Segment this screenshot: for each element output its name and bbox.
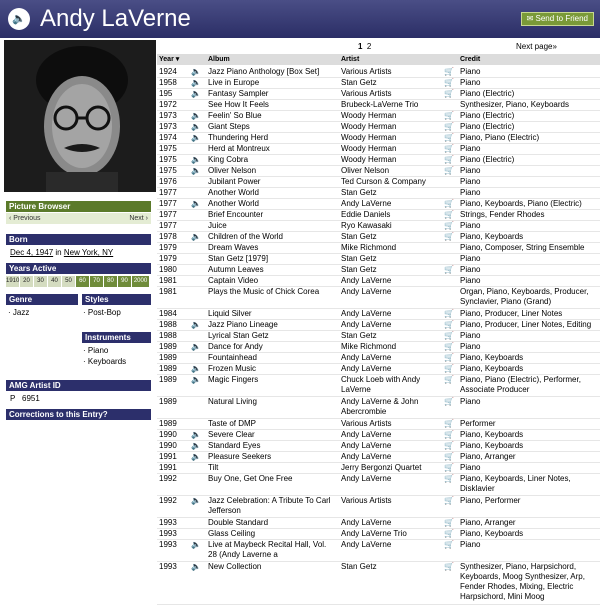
credit-cell: Piano: [460, 463, 481, 472]
table-row: [157, 518, 600, 529]
shopping-cart-icon[interactable]: 🛒: [444, 540, 454, 549]
artist-cell[interactable]: Oliver Nelson: [341, 166, 390, 175]
album-cell[interactable]: Double Standard: [208, 518, 269, 527]
year-cell: 1924: [159, 67, 177, 76]
shopping-cart-icon[interactable]: 🛒: [444, 166, 454, 175]
shopping-cart-icon[interactable]: 🛒: [444, 463, 454, 472]
credit-cell: Piano: [460, 254, 481, 263]
credit-cell: Piano, Keyboards, Liner Notes, Disklavier: [460, 474, 571, 493]
credit-cell: Piano: [460, 144, 481, 153]
year-cell: 1981: [159, 276, 177, 285]
credit-cell: Piano: [460, 177, 481, 186]
table-row: [157, 397, 600, 419]
artist-cell[interactable]: Andy LaVerne: [341, 353, 392, 362]
table-row: [157, 188, 600, 199]
genre-item[interactable]: · Jazz: [8, 308, 30, 317]
year-cell: 1972: [159, 100, 177, 109]
shopping-cart-icon[interactable]: 🛒: [444, 441, 454, 450]
table-row: [157, 441, 600, 452]
table-row: [157, 67, 600, 78]
artist-cell[interactable]: Andy LaVerne: [341, 287, 392, 296]
artist-photo: [4, 40, 156, 192]
artist-cell[interactable]: Stan Getz: [341, 331, 377, 340]
credit-cell: Performer: [460, 419, 496, 428]
table-row: [157, 342, 600, 353]
artist-cell[interactable]: Andy LaVerne: [341, 276, 392, 285]
shopping-cart-icon[interactable]: 🛒: [444, 221, 454, 230]
album-cell[interactable]: Buy One, Get One Free: [208, 474, 293, 483]
pagination: [358, 42, 371, 51]
table-row: [157, 144, 600, 155]
speaker-icon[interactable]: 🔈: [191, 375, 201, 384]
artist-cell[interactable]: Woody Herman: [341, 144, 397, 153]
credit-cell: Piano (Electric): [460, 89, 515, 98]
album-cell[interactable]: Liquid Silver: [208, 309, 252, 318]
speaker-icon[interactable]: 🔈: [191, 78, 201, 87]
styles-heading: Styles: [82, 294, 151, 305]
album-cell[interactable]: Live at Maybeck Recital Hall, Vol. 28 (Andy Laverne a: [208, 540, 327, 559]
credit-cell: Piano: [460, 188, 481, 197]
table-row: [157, 331, 600, 342]
speaker-icon[interactable]: 🔈: [191, 122, 201, 131]
shopping-cart-icon[interactable]: 🛒: [444, 320, 454, 329]
album-cell[interactable]: Feelin' So Blue: [208, 111, 262, 120]
album-cell[interactable]: Magic Fingers: [208, 375, 259, 384]
year-cell: 1977: [159, 221, 177, 230]
speaker-icon[interactable]: 🔈: [191, 430, 201, 439]
table-row: [157, 155, 600, 166]
shopping-cart-icon[interactable]: 🛒: [444, 375, 454, 384]
table-row: [157, 375, 600, 397]
credit-cell: Piano: [460, 221, 481, 230]
table-row: [157, 111, 600, 122]
year-cell: 1979: [159, 243, 177, 252]
album-cell[interactable]: Plays the Music of Chick Corea: [208, 287, 320, 296]
shopping-cart-icon[interactable]: 🛒: [444, 474, 454, 483]
artist-cell[interactable]: Mike Richmond: [341, 243, 397, 252]
speaker-icon[interactable]: 🔈: [191, 441, 201, 450]
table-row: [157, 166, 600, 177]
page-1-link[interactable]: 1: [358, 42, 363, 51]
album-cell[interactable]: Taste of DMP: [208, 419, 257, 428]
credit-cell: Piano (Electric): [460, 111, 515, 120]
shopping-cart-icon[interactable]: 🛒: [444, 78, 454, 87]
shopping-cart-icon[interactable]: 🛒: [444, 210, 454, 219]
shopping-cart-icon[interactable]: 🛒: [444, 342, 454, 351]
speaker-icon[interactable]: 🔈: [191, 540, 201, 549]
artist-cell[interactable]: Andy LaVerne Trio: [341, 529, 407, 538]
table-row: [157, 287, 600, 309]
next-page-link[interactable]: Next page»: [516, 42, 557, 51]
artist-cell[interactable]: Chuck Loeb with Andy LaVerne: [341, 375, 421, 394]
year-cell: 1993: [159, 529, 177, 538]
table-row: [157, 177, 600, 188]
album-cell[interactable]: Fountainhead: [208, 353, 257, 362]
artist-cell[interactable]: Andy LaVerne: [341, 320, 392, 329]
artist-cell[interactable]: Stan Getz: [341, 78, 377, 87]
shopping-cart-icon[interactable]: 🛒: [444, 144, 454, 153]
album-cell[interactable]: Oliver Nelson: [208, 166, 257, 175]
year-cell: 1989: [159, 364, 177, 373]
table-row: [157, 199, 600, 210]
table-row: [157, 243, 600, 254]
artist-cell[interactable]: Ryo Kawasaki: [341, 221, 392, 230]
corrections-link[interactable]: Corrections to this Entry?: [6, 409, 151, 420]
born-date-link[interactable]: Dec 4, 1947: [10, 248, 54, 257]
credit-column-header[interactable]: Credit: [460, 56, 481, 63]
speaker-icon[interactable]: 🔈: [191, 364, 201, 373]
instrument-item[interactable]: · Piano: [83, 346, 109, 355]
year-cell: 1980: [159, 265, 177, 274]
artist-cell[interactable]: Andy LaVerne: [341, 540, 392, 549]
album-cell[interactable]: Juice: [208, 221, 227, 230]
credit-cell: Piano (Electric): [460, 155, 515, 164]
speaker-icon[interactable]: 🔈: [191, 562, 201, 571]
table-row: [157, 474, 600, 496]
credit-cell: Piano, Arranger: [460, 452, 516, 461]
year-cell: 1992: [159, 474, 177, 483]
credit-cell: Piano, Keyboards: [460, 441, 524, 450]
album-cell[interactable]: Frozen Music: [208, 364, 257, 373]
speaker-icon[interactable]: 🔈: [8, 8, 30, 30]
credit-cell: Piano, Keyboards: [460, 353, 524, 362]
credit-cell: Synthesizer, Piano, Keyboards: [460, 100, 569, 109]
year-cell: 1977: [159, 210, 177, 219]
year-cell: 1975: [159, 144, 177, 153]
album-cell[interactable]: Children of the World: [208, 232, 283, 241]
table-row: [157, 353, 600, 364]
year-cell: 1975: [159, 166, 177, 175]
shopping-cart-icon[interactable]: 🛒: [444, 397, 454, 406]
year-cell: 1988: [159, 320, 177, 329]
album-cell[interactable]: Dream Waves: [208, 243, 259, 252]
table-row: [157, 276, 600, 287]
artist-cell[interactable]: Andy LaVerne: [341, 452, 392, 461]
year-cell: 1974: [159, 133, 177, 142]
album-cell[interactable]: King Cobra: [208, 155, 249, 164]
born-info: [10, 248, 113, 258]
table-row: [157, 430, 600, 441]
year-cell: 1993: [159, 518, 177, 527]
credit-cell: Piano, Keyboards: [460, 364, 524, 373]
year-cell: 1989: [159, 397, 177, 406]
table-row: [157, 496, 600, 518]
credit-cell: Piano (Electric): [460, 122, 515, 131]
artist-cell[interactable]: Stan Getz: [341, 265, 377, 274]
credit-cell: Piano, Keyboards: [460, 232, 524, 241]
decade-80[interactable]: 80: [104, 276, 117, 287]
album-cell[interactable]: Stan Getz [1979]: [208, 254, 269, 263]
credit-cell: Piano: [460, 397, 481, 406]
born-place-link[interactable]: New York, NY: [63, 248, 114, 257]
credit-cell: Piano, Piano (Electric), Performer, Associate Producer: [460, 375, 581, 394]
artist-cell[interactable]: Andy LaVerne: [341, 309, 392, 318]
amg-id-value: P 6951: [10, 394, 40, 403]
album-cell[interactable]: Giant Steps: [208, 122, 250, 131]
year-cell: 1991: [159, 452, 177, 461]
table-row: [157, 309, 600, 320]
artist-cell[interactable]: Andy LaVerne: [341, 518, 392, 527]
shopping-cart-icon[interactable]: 🛒: [444, 562, 454, 571]
shopping-cart-icon[interactable]: 🛒: [444, 199, 454, 208]
decade-30[interactable]: 30: [34, 276, 47, 287]
year-cell: 1973: [159, 111, 177, 120]
artist-cell[interactable]: Various Artists: [341, 67, 392, 76]
credit-cell: Piano: [460, 331, 481, 340]
shopping-cart-icon[interactable]: 🛒: [444, 353, 454, 362]
album-cell[interactable]: New Collection: [208, 562, 262, 571]
speaker-icon[interactable]: 🔈: [191, 320, 201, 329]
year-cell: 1993: [159, 562, 177, 571]
album-cell[interactable]: Severe Clear: [208, 430, 255, 439]
artist-cell[interactable]: Andy LaVerne & John Abercrombie: [341, 397, 419, 416]
year-cell: 1984: [159, 309, 177, 318]
table-row: [157, 419, 600, 430]
credit-cell: Piano, Composer, String Ensemble: [460, 243, 585, 252]
album-cell[interactable]: Brief Encounter: [208, 210, 264, 219]
credit-cell: Piano, Producer, Liner Notes: [460, 309, 563, 318]
decade-90[interactable]: 90: [118, 276, 131, 287]
credit-cell: Strings, Fender Rhodes: [460, 210, 545, 219]
album-cell[interactable]: Another World: [208, 199, 259, 208]
artist-cell[interactable]: Stan Getz: [341, 254, 377, 263]
decade-70[interactable]: 70: [90, 276, 103, 287]
table-row: [157, 364, 600, 375]
speaker-icon[interactable]: 🔈: [191, 67, 201, 76]
album-cell[interactable]: Autumn Leaves: [208, 265, 264, 274]
album-cell[interactable]: Glass Ceiling: [208, 529, 256, 538]
next-picture-link[interactable]: Next ›: [129, 215, 148, 222]
album-cell[interactable]: Fantasy Sampler: [208, 89, 269, 98]
shopping-cart-icon[interactable]: 🛒: [444, 89, 454, 98]
decade-60[interactable]: 60: [76, 276, 89, 287]
speaker-icon[interactable]: 🔈: [191, 342, 201, 351]
artist-column-header[interactable]: Artist: [341, 56, 360, 63]
table-row: [157, 254, 600, 265]
year-cell: 1992: [159, 496, 177, 505]
album-cell[interactable]: Natural Living: [208, 397, 257, 406]
credit-cell: Organ, Piano, Keyboards, Producer, Synclavier, Piano (Grand): [460, 287, 589, 306]
year-cell: 1978: [159, 232, 177, 241]
table-row: [157, 320, 600, 331]
shopping-cart-icon[interactable]: 🛒: [444, 133, 454, 142]
album-column-header[interactable]: Album: [208, 56, 230, 63]
credit-cell: Piano, Performer: [460, 496, 521, 505]
shopping-cart-icon[interactable]: 🛒: [444, 331, 454, 340]
artist-cell[interactable]: Various Artists: [341, 89, 392, 98]
artist-cell[interactable]: Various Artists: [341, 419, 392, 428]
decade-2000[interactable]: 2000: [132, 276, 149, 287]
header-bar: [0, 0, 600, 38]
album-cell[interactable]: Jazz Piano Lineage: [208, 320, 278, 329]
artist-cell[interactable]: Andy LaVerne: [341, 199, 392, 208]
shopping-cart-icon[interactable]: 🛒: [444, 518, 454, 527]
speaker-icon[interactable]: 🔈: [191, 89, 201, 98]
album-cell[interactable]: Thundering Herd: [208, 133, 269, 142]
instruments-heading: Instruments: [82, 332, 151, 343]
album-cell[interactable]: Captain Video: [208, 276, 259, 285]
artist-cell[interactable]: Andy LaVerne: [341, 474, 392, 483]
credit-cell: Piano: [460, 540, 481, 549]
table-row: [157, 529, 600, 540]
credit-cell: Piano: [460, 342, 481, 351]
instrument-item[interactable]: · Keyboards: [83, 357, 127, 366]
table-row: [157, 122, 600, 133]
year-cell: 1989: [159, 353, 177, 362]
table-row: [157, 265, 600, 276]
credit-cell: Piano: [460, 276, 481, 285]
credit-cell: Piano: [460, 166, 481, 175]
album-cell[interactable]: See How It Feels: [208, 100, 269, 109]
shopping-cart-icon[interactable]: 🛒: [444, 309, 454, 318]
decade-bar: [6, 276, 151, 287]
credit-cell: Piano: [460, 78, 481, 87]
artist-cell[interactable]: Stan Getz: [341, 188, 377, 197]
shopping-cart-icon[interactable]: 🛒: [444, 67, 454, 76]
artist-cell[interactable]: Stan Getz: [341, 562, 377, 571]
artist-cell[interactable]: Mike Richmond: [341, 342, 397, 351]
year-cell: 1991: [159, 463, 177, 472]
credit-cell: Piano, Piano (Electric): [460, 133, 540, 142]
shopping-cart-icon[interactable]: 🛒: [444, 265, 454, 274]
shopping-cart-icon[interactable]: 🛒: [444, 232, 454, 241]
shopping-cart-icon[interactable]: 🛒: [444, 419, 454, 428]
table-row: [157, 100, 600, 111]
credit-cell: Synthesizer, Piano, Harpsichord, Keyboards, Moog Synthesizer, Arp, Fender Rhodes, Mixing, Electric Harpsichord, Mini Moog: [460, 562, 585, 601]
previous-picture-link[interactable]: ‹ Previous: [9, 215, 41, 222]
table-row: [157, 463, 600, 474]
shopping-cart-icon[interactable]: 🛒: [444, 122, 454, 131]
picture-browser-heading: Picture Browser: [6, 201, 151, 212]
year-cell: 195: [159, 89, 173, 98]
year-cell: 1973: [159, 122, 177, 131]
album-cell[interactable]: Live in Europe: [208, 78, 260, 87]
album-cell[interactable]: Pleasure Seekers: [208, 452, 272, 461]
style-item[interactable]: · Post-Bop: [83, 308, 121, 317]
artist-cell[interactable]: Ted Curson & Company: [341, 177, 426, 186]
table-row: [157, 89, 600, 100]
credit-cell: Piano, Keyboards, Piano (Electric): [460, 199, 582, 208]
year-cell: 1979: [159, 254, 177, 263]
credit-cell: Piano, Keyboards: [460, 430, 524, 439]
shopping-cart-icon[interactable]: 🛒: [444, 496, 454, 505]
shopping-cart-icon[interactable]: 🛒: [444, 111, 454, 120]
artist-cell[interactable]: Brubeck-LaVerne Trio: [341, 100, 419, 109]
album-cell[interactable]: Jazz Piano Anthology [Box Set]: [208, 67, 320, 76]
decade-1910[interactable]: 1910: [6, 276, 19, 287]
artist-cell[interactable]: Stan Getz: [341, 232, 377, 241]
table-row: [157, 452, 600, 463]
speaker-icon[interactable]: 🔈: [191, 166, 201, 175]
artist-cell[interactable]: Andy LaVerne: [341, 364, 392, 373]
shopping-cart-icon[interactable]: 🛒: [444, 155, 454, 164]
year-cell: 1993: [159, 540, 177, 549]
artist-cell[interactable]: Woody Herman: [341, 111, 397, 120]
credit-cell: Piano: [460, 265, 481, 274]
table-row: [157, 210, 600, 221]
decade-50[interactable]: 50: [62, 276, 75, 287]
artist-cell[interactable]: Various Artists: [341, 496, 392, 505]
speaker-icon[interactable]: 🔈: [191, 111, 201, 120]
page-2-link[interactable]: 2: [366, 42, 372, 51]
artist-cell[interactable]: Andy LaVerne: [341, 430, 392, 439]
table-row: [157, 78, 600, 89]
album-cell[interactable]: Another World: [208, 188, 259, 197]
year-cell: 1990: [159, 430, 177, 439]
years-active-heading: Years Active: [6, 263, 151, 274]
speaker-icon[interactable]: 🔈: [191, 496, 201, 505]
artist-cell[interactable]: Woody Herman: [341, 122, 397, 131]
album-cell[interactable]: Tilt: [208, 463, 219, 472]
year-cell: 1975: [159, 155, 177, 164]
shopping-cart-icon[interactable]: 🛒: [444, 430, 454, 439]
credit-cell: Piano, Arranger: [460, 518, 516, 527]
table-row: [157, 540, 600, 562]
album-cell[interactable]: Dance for Andy: [208, 342, 263, 351]
table-header: [157, 54, 600, 65]
credit-cell: Piano, Producer, Liner Notes, Editing: [460, 320, 592, 329]
speaker-icon[interactable]: 🔈: [191, 452, 201, 461]
speaker-icon[interactable]: 🔈: [191, 199, 201, 208]
decade-40[interactable]: 40: [48, 276, 61, 287]
artist-cell[interactable]: Woody Herman: [341, 133, 397, 142]
year-cell: 1977: [159, 188, 177, 197]
table-row: [157, 232, 600, 243]
shopping-cart-icon[interactable]: 🛒: [444, 452, 454, 461]
picture-browser-nav: [6, 213, 151, 224]
artist-cell[interactable]: Jerry Bergonzi Quartet: [341, 463, 422, 472]
table-row: [157, 221, 600, 232]
credit-cell: Piano, Keyboards: [460, 529, 524, 538]
born-in-text: in: [55, 248, 62, 257]
album-cell[interactable]: Lyrical Stan Getz: [208, 331, 269, 340]
credit-cell: Piano: [460, 67, 481, 76]
artist-cell[interactable]: Andy LaVerne: [341, 441, 392, 450]
speaker-icon[interactable]: 🔈: [191, 133, 201, 142]
year-cell: 1976: [159, 177, 177, 186]
genre-heading: Genre: [6, 294, 78, 305]
amg-id-heading: AMG Artist ID: [6, 380, 151, 391]
send-to-friend-button[interactable]: ✉ Send to Friend: [521, 12, 594, 26]
year-cell: 1981: [159, 287, 177, 296]
album-cell[interactable]: Standard Eyes: [208, 441, 261, 450]
decade-20[interactable]: 20: [20, 276, 33, 287]
year-cell: 1990: [159, 441, 177, 450]
year-cell: 1989: [159, 342, 177, 351]
year-cell: 1988: [159, 331, 177, 340]
shopping-cart-icon[interactable]: 🛒: [444, 529, 454, 538]
album-cell[interactable]: Herd at Montreux: [208, 144, 270, 153]
artist-cell[interactable]: Eddie Daniels: [341, 210, 391, 219]
speaker-icon[interactable]: 🔈: [191, 155, 201, 164]
speaker-icon[interactable]: 🔈: [191, 232, 201, 241]
year-cell: 1977: [159, 199, 177, 208]
album-cell[interactable]: Jubilant Power: [208, 177, 261, 186]
year-column-header[interactable]: Year ▾: [159, 56, 180, 63]
artist-name: Andy LaVerne: [40, 5, 191, 32]
table-row: [157, 133, 600, 144]
table-row: [157, 562, 600, 605]
shopping-cart-icon[interactable]: 🛒: [444, 364, 454, 373]
discography-table: [157, 67, 600, 605]
year-cell: 1989: [159, 375, 177, 384]
album-cell[interactable]: Jazz Celebration: A Tribute To Carl Jefferson: [208, 496, 331, 515]
born-heading: Born: [6, 234, 151, 245]
year-cell: 1958: [159, 78, 177, 87]
year-cell: 1989: [159, 419, 177, 428]
artist-cell[interactable]: Woody Herman: [341, 155, 397, 164]
